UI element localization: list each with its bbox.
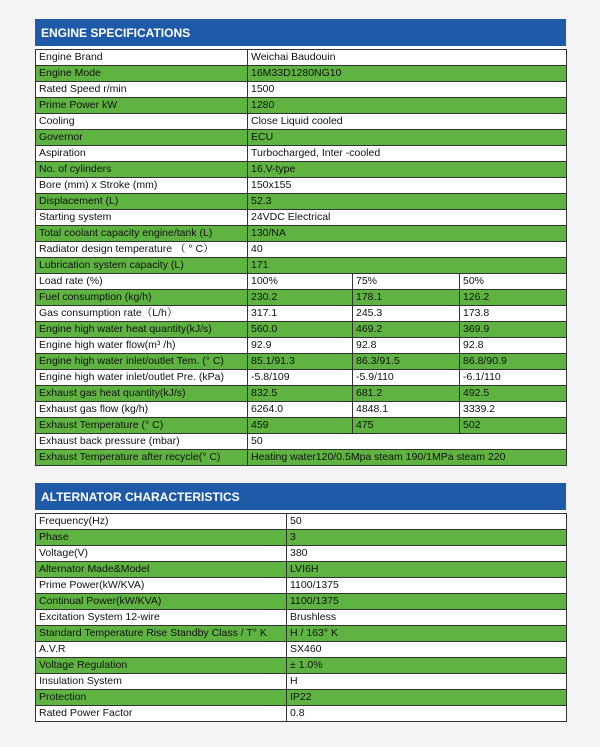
spec-value: Weichai Baudouin	[248, 50, 567, 66]
load-75-value: -5.9/110	[353, 370, 460, 386]
table-row	[36, 114, 567, 130]
spec-value: LVI6H	[287, 562, 567, 578]
table-row	[36, 530, 567, 546]
spec-value: H	[287, 674, 567, 690]
spec-label: Lubrication system capacity (L)	[36, 258, 248, 274]
spec-label: Engine high water inlet/outlet Tem. (° C)	[36, 354, 248, 370]
load-75-value: 245.3	[353, 306, 460, 322]
table-row	[36, 322, 567, 338]
spec-value: ECU	[248, 130, 567, 146]
alternator-table	[35, 513, 567, 722]
spec-value: Heating water120/0.5Mpa steam 190/1MPa steam 220	[248, 450, 567, 466]
table-row	[36, 626, 567, 642]
table-row	[36, 386, 567, 402]
spec-value: 1100/1375	[287, 578, 567, 594]
spec-label: Insulation System	[36, 674, 287, 690]
spec-value: 380	[287, 546, 567, 562]
load-50-value: 369.9	[460, 322, 567, 338]
table-row	[36, 82, 567, 98]
spec-value: ± 1.0%	[287, 658, 567, 674]
load-75-value: 475	[353, 418, 460, 434]
load-50-value: 492.5	[460, 386, 567, 402]
table-row	[36, 178, 567, 194]
spec-label: Frequency(Hz)	[36, 514, 287, 530]
load-50-value: 50%	[460, 274, 567, 290]
spec-label: Standard Temperature Rise Standby Class / T° K	[36, 626, 287, 642]
spec-label: Alternator Made&Model	[36, 562, 287, 578]
spec-value: 52.3	[248, 194, 567, 210]
table-row	[36, 690, 567, 706]
table-row	[36, 274, 567, 290]
spec-label: Engine Brand	[36, 50, 248, 66]
table-row	[36, 66, 567, 82]
load-50-value: -6.1/110	[460, 370, 567, 386]
alternator-section	[35, 483, 566, 722]
engine-spec-section	[35, 19, 566, 466]
spec-value: 1280	[248, 98, 567, 114]
load-75-value: 178.1	[353, 290, 460, 306]
spec-value: 1500	[248, 82, 567, 98]
spec-label: Prime Power(kW/KVA)	[36, 578, 287, 594]
spec-label: Starting system	[36, 210, 248, 226]
table-row	[36, 210, 567, 226]
spec-label: Fuel consumption (kg/h)	[36, 290, 248, 306]
spec-label: No. of cylinders	[36, 162, 248, 178]
table-row	[36, 226, 567, 242]
spec-label: Radiator design temperature （ ° C）	[36, 242, 248, 258]
spec-label: Excitation System 12-wire	[36, 610, 287, 626]
spec-label: Cooling	[36, 114, 248, 130]
load-50-value: 126.2	[460, 290, 567, 306]
spec-value: SX460	[287, 642, 567, 658]
load-100-value: 459	[248, 418, 353, 434]
spec-value: 0.8	[287, 706, 567, 722]
spec-label: Exhaust gas flow (kg/h)	[36, 402, 248, 418]
spec-label: Rated Power Factor	[36, 706, 287, 722]
spec-label: Exhaust Temperature (° C)	[36, 418, 248, 434]
spec-label: Continual Power(kW/KVA)	[36, 594, 287, 610]
spec-label: Governor	[36, 130, 248, 146]
table-row	[36, 258, 567, 274]
spec-label: Displacement (L)	[36, 194, 248, 210]
spec-value: 1100/1375	[287, 594, 567, 610]
spec-label: Engine Mode	[36, 66, 248, 82]
table-row	[36, 594, 567, 610]
table-row	[36, 146, 567, 162]
spec-value: 50	[287, 514, 567, 530]
table-row	[36, 658, 567, 674]
table-row	[36, 434, 567, 450]
spec-value: 40	[248, 242, 567, 258]
spec-value: IP22	[287, 690, 567, 706]
spec-label: Bore (mm) x Stroke (mm)	[36, 178, 248, 194]
alternator-title: ALTERNATOR CHARACTERISTICS	[35, 483, 566, 510]
spec-label: Phase	[36, 530, 287, 546]
table-row	[36, 370, 567, 386]
engine-spec-table	[35, 49, 567, 466]
spec-label: Aspiration	[36, 146, 248, 162]
spec-label: Exhaust gas heat quantity(kJ/s)	[36, 386, 248, 402]
table-row	[36, 418, 567, 434]
spec-label: Rated Speed r/min	[36, 82, 248, 98]
spec-value: 50	[248, 434, 567, 450]
load-100-value: 100%	[248, 274, 353, 290]
table-row	[36, 674, 567, 690]
spec-label: Voltage(V)	[36, 546, 287, 562]
table-row	[36, 706, 567, 722]
load-100-value: 6264.0	[248, 402, 353, 418]
table-row	[36, 546, 567, 562]
spec-value: Brushless	[287, 610, 567, 626]
load-75-value: 4848.1	[353, 402, 460, 418]
spec-value: Close Liquid cooled	[248, 114, 567, 130]
load-100-value: 92.9	[248, 338, 353, 354]
load-75-value: 86.3/91.5	[353, 354, 460, 370]
load-100-value: 230.2	[248, 290, 353, 306]
spec-label: Engine high water inlet/outlet Pre. (kPa)	[36, 370, 248, 386]
spec-value: 16M33D1280NG10	[248, 66, 567, 82]
load-100-value: 832.5	[248, 386, 353, 402]
table-row	[36, 50, 567, 66]
table-row	[36, 306, 567, 322]
spec-label: A.V.R	[36, 642, 287, 658]
engine-spec-title: ENGINE SPECIFICATIONS	[35, 19, 566, 46]
table-row	[36, 242, 567, 258]
spec-label: Total coolant capacity engine/tank (L)	[36, 226, 248, 242]
spec-value: 16,V-type	[248, 162, 567, 178]
load-75-value: 681.2	[353, 386, 460, 402]
spec-label: Exhaust back pressure (mbar)	[36, 434, 248, 450]
load-50-value: 502	[460, 418, 567, 434]
table-row	[36, 402, 567, 418]
table-row	[36, 98, 567, 114]
load-50-value: 173.8	[460, 306, 567, 322]
spec-label: Load rate (%)	[36, 274, 248, 290]
table-row	[36, 562, 567, 578]
load-75-value: 92.8	[353, 338, 460, 354]
spec-label: Gas consumption rate（L/h）	[36, 306, 248, 322]
spec-label: Prime Power kW	[36, 98, 248, 114]
spec-value: 24VDC Electrical	[248, 210, 567, 226]
spec-label: Exhaust Temperature after recycle(° C)	[36, 450, 248, 466]
spec-value: H / 163° K	[287, 626, 567, 642]
spec-value: 150x155	[248, 178, 567, 194]
load-100-value: 560.0	[248, 322, 353, 338]
table-row	[36, 194, 567, 210]
spec-label: Protection	[36, 690, 287, 706]
table-row	[36, 450, 567, 466]
spec-value: 3	[287, 530, 567, 546]
load-100-value: -5.8/109	[248, 370, 353, 386]
load-100-value: 85.1/91.3	[248, 354, 353, 370]
load-100-value: 317.1	[248, 306, 353, 322]
table-row	[36, 354, 567, 370]
table-row	[36, 162, 567, 178]
load-50-value: 92.8	[460, 338, 567, 354]
spec-value: 171	[248, 258, 567, 274]
spec-value: Turbocharged, Inter -cooled	[248, 146, 567, 162]
load-75-value: 469.2	[353, 322, 460, 338]
spec-label: Engine high water flow(m³ /h)	[36, 338, 248, 354]
load-50-value: 86.8/90.9	[460, 354, 567, 370]
table-row	[36, 642, 567, 658]
table-row	[36, 514, 567, 530]
spec-label: Engine high water heat quantity(kJ/s)	[36, 322, 248, 338]
table-row	[36, 610, 567, 626]
load-75-value: 75%	[353, 274, 460, 290]
load-50-value: 3339.2	[460, 402, 567, 418]
table-row	[36, 338, 567, 354]
spec-value: 130/NA	[248, 226, 567, 242]
spec-label: Voltage Regulation	[36, 658, 287, 674]
table-row	[36, 578, 567, 594]
table-row	[36, 290, 567, 306]
table-row	[36, 130, 567, 146]
